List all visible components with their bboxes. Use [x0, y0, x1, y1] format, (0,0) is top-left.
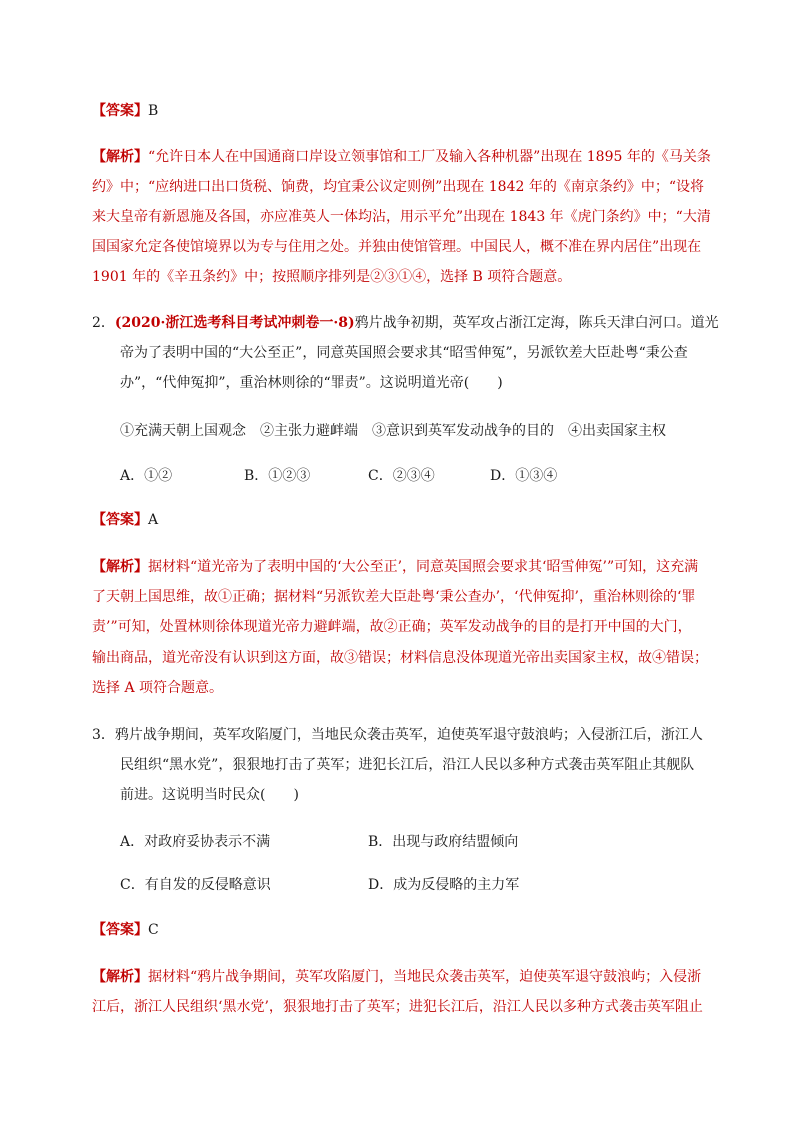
q3-option-c: C．有自发的反侵略意识 — [120, 877, 271, 893]
q3-analysis-line-2: 江后，浙江人民组织‘黑水党’，狠狠地打击了英军；进犯长江后，沿江人民以多种方式袭击英军阻止 — [92, 999, 703, 1015]
q3-answer — [92, 920, 159, 940]
q2-option-b: B．①②③ — [244, 468, 311, 484]
q3-stem-line-3: 前进。这说明当时民众( ) — [120, 787, 299, 803]
q1-analysis-line-1: 【解析】“允许日本人在中国通商口岸设立领事馆和工厂及输入各种机器”出现在 1895 年的《马关条 — [92, 149, 711, 165]
q2-analysis-line-1: 【解析】据材料“道光帝为了表明中国的‘大公至正’，同意英国照会要求其‘昭雪伸冤’”可知，这充满 — [92, 559, 699, 575]
q2-option-a: A．①② — [120, 468, 173, 484]
question-number: 2． — [92, 315, 115, 331]
q2-stem-line-2: 帝为了表明中国的“大公至正”，同意英国照会要求其“昭雪伸冤”，另派钦差大臣赴粤“秉公查 — [120, 345, 688, 361]
q2-analysis-line-5: 选择 A 项符合题意。 — [92, 680, 224, 696]
q2-stem-line-3: 办”，“代伸冤抑”，重治林则徐的“罪责”。这说明道光帝( ) — [120, 375, 503, 391]
q3-option-b: B．出现与政府结盟倾向 — [368, 834, 519, 850]
q3-stem-line-1: 3．鸦片战争期间，英军攻陷厦门，当地民众袭击英军，迫使英军退守鼓浪屿；入侵浙江后，浙江人 — [92, 727, 703, 743]
q2-stem-line-1: 2．(2020·浙江选考科目考试冲刺卷一·8)鸦片战争初期，英军攻占浙江定海，陈兵天津白河口。道光 — [92, 315, 719, 331]
q3-option-d: D．成为反侵略的主力军 — [368, 877, 520, 893]
question-source: (2020·浙江选考科目考试冲刺卷一·8) — [114, 315, 355, 331]
answer-value: C — [148, 922, 159, 938]
q1-analysis-line-4: 国国家允定各使馆境界以为专与住用之处。并独由使馆管理。中国民人，概不准在界内居住”出现在 — [92, 239, 702, 255]
answer-value: A — [148, 512, 159, 528]
analysis-tag: 【解析】 — [92, 559, 148, 575]
q1-answer — [92, 101, 158, 121]
q3-option-a: A．对政府妥协表示不满 — [120, 834, 271, 850]
q2-analysis-line-3: 责’”可知，处置林则徐体现道光帝力避衅端，故②正确；英军发动战争的目的是打开中国的大门， — [92, 619, 692, 635]
answer-value: B — [148, 103, 159, 119]
q3-stem-line-2: 民组织“黑水党”，狠狠地打击了英军；进犯长江后，沿江人民以多种方式袭击英军阻止其舰队 — [120, 757, 695, 773]
q1-analysis-line-3: 来大皇帝有新恩施及各国，亦应准英人一体均沾，用示平允”出现在 1843 年《虎门条约》中；“大清 — [92, 209, 711, 225]
answer-tag: 【答案】 — [92, 103, 148, 119]
q3-analysis-line-1: 【解析】据材料“鸦片战争期间，英军攻陷厦门，当地民众袭击英军，迫使英军退守鼓浪屿；入侵浙 — [92, 969, 702, 985]
q2-answer — [92, 510, 158, 530]
analysis-tag: 【解析】 — [92, 969, 148, 985]
q2-option-c: C．②③④ — [368, 468, 435, 484]
q1-analysis-line-5: 1901 年的《辛丑条约》中；按照顺序排列是②③①④，选择 B 项符合题意。 — [92, 269, 572, 285]
question-number: 3． — [92, 727, 115, 743]
q2-analysis-line-2: 了天朝上国思维，故①正确；据材料“另派钦差大臣赴粤‘秉公查办’，‘代伸冤抑’，重治林则徐的‘罪 — [92, 589, 696, 605]
q2-option-d: D．①③④ — [490, 468, 558, 484]
answer-tag: 【答案】 — [92, 922, 148, 938]
analysis-tag: 【解析】 — [92, 149, 148, 165]
answer-tag: 【答案】 — [92, 512, 148, 528]
q2-analysis-line-4: 输出商品，道光帝没有认识到这方面，故③错误；材料信息没体现道光帝出卖国家主权，故④错误； — [92, 650, 708, 666]
q2-statements: ①充满天朝上国观念 ②主张力避衅端 ③意识到英军发动战争的目的 ④出卖国家主权 — [120, 423, 666, 439]
q1-analysis-line-2: 约》中；“应纳进口出口货税、饷费，均宜秉公议定则例”出现在 1842 年的《南京条约》中；“设将 — [92, 179, 704, 195]
